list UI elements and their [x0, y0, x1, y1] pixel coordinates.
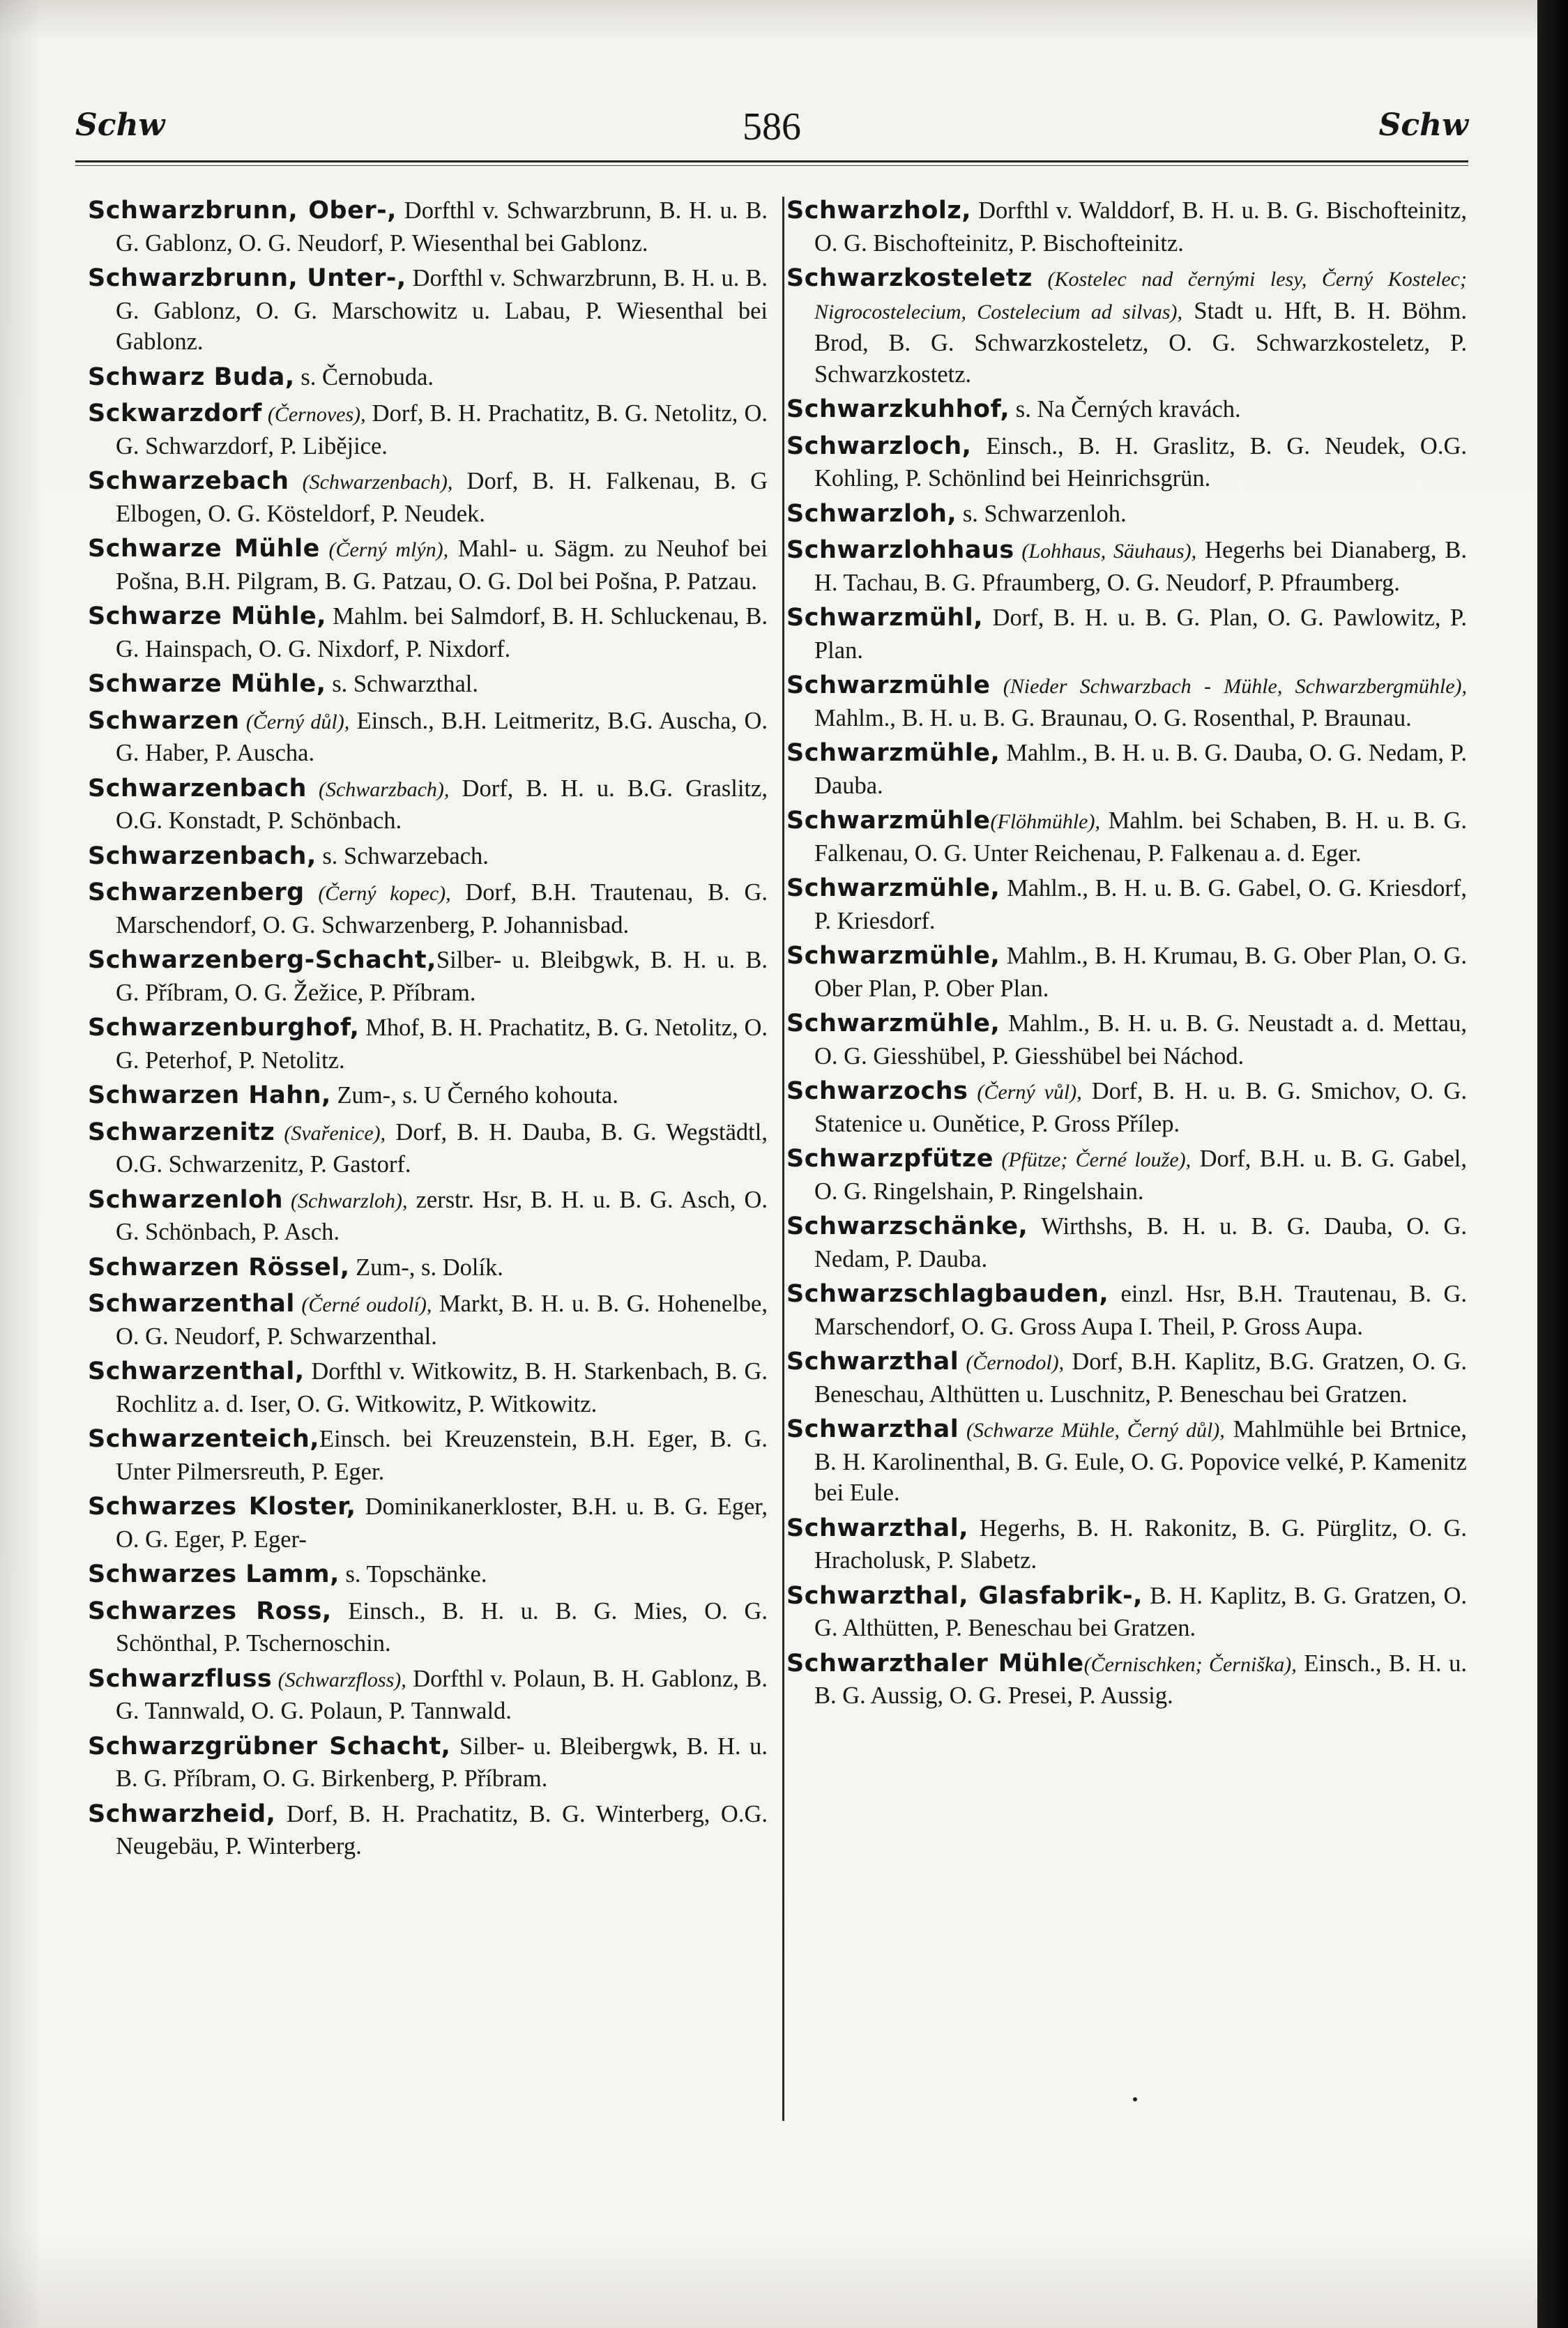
entry-alt-name: (Kostelec nad černými lesy, Černý Kostelec; Nigrocostelecium, Costelecium ad silvas), — [814, 268, 1467, 324]
gazetteer-entry — [786, 195, 1467, 259]
entry-description: Mhof, B. H. Prachatitz, B. G. Netolitz, O. G. Peterhof, P. Netolitz. — [116, 1014, 768, 1074]
entry-alt-name: (Schwarzfloss), — [272, 1668, 406, 1691]
entry-description: Mahlm., B. H. u. B. G. Dauba, O. G. Nedam, P. Dauba. — [814, 740, 1467, 799]
gazetteer-entry — [786, 1279, 1467, 1342]
entry-alt-name: (Pfütze; Černé louže), — [994, 1148, 1192, 1171]
gazetteer-entry — [88, 1288, 768, 1352]
gazetteer-entry — [88, 1356, 768, 1420]
entry-description: Zum-, s. U Černého kohouta. — [330, 1082, 618, 1109]
header-right-keyword: Schw — [1378, 107, 1468, 143]
gazetteer-entry — [88, 601, 768, 664]
entry-headword: Schwarzthal, Glasfabrik-, — [786, 1581, 1143, 1610]
entry-description: Einsch. bei Kreuzenstein, B.H. Eger, B. G. Unter Pilmersreuth, P. Eger. — [116, 1426, 768, 1485]
gazetteer-entry — [88, 1799, 768, 1862]
entry-alt-name: (Černý kopec), — [304, 882, 451, 905]
page-number: 586 — [743, 105, 801, 149]
gazetteer-entry — [786, 1346, 1467, 1410]
entry-headword: Schwarze Mühle — [88, 535, 320, 563]
entry-description: s. Topschänke. — [339, 1561, 487, 1588]
gazetteer-entry — [786, 1076, 1467, 1139]
entry-description: Einsch., B. H. u. B. G. Mies, O. G. Schönthal, P. Tschernoschin. — [116, 1597, 768, 1657]
gazetteer-entry — [88, 669, 768, 701]
gazetteer-entry — [786, 263, 1467, 390]
entry-description: Mahl- u. Sägm. zu Neuhof bei Pošna, B.H. Pilgram, B. G. Patzau, O. G. Dol bei Pošna, P. Patzau. — [116, 535, 768, 595]
entry-alt-name: (Schwarzbach), — [306, 777, 450, 801]
entry-description: Mahlm., B. H. u. B. G. Gabel, O. G. Kriesdorf, P. Kriesdorf. — [814, 875, 1467, 934]
entry-description: Zum-, s. Dolík. — [349, 1254, 503, 1281]
page-header — [75, 105, 1468, 153]
entry-description: Mahlm. bei Schaben, B. H. u. B. G. Falkenau, O. G. Unter Reichenau, P. Falkenau a. d. Eger. — [814, 807, 1467, 867]
entry-headword: Schwarzloh, — [786, 499, 957, 528]
gazetteer-entry — [88, 1080, 768, 1113]
entry-headword: Schwarzenburghof, — [88, 1014, 360, 1042]
gazetteer-entry — [88, 1559, 768, 1592]
gazetteer-entry — [786, 1648, 1467, 1712]
gazetteer-entry — [786, 1008, 1467, 1072]
entry-description: s. Schwarzthal. — [326, 671, 479, 697]
gazetteer-entry — [786, 805, 1467, 869]
entry-headword: Schwarzheid, — [88, 1800, 276, 1828]
entry-headword: Schwarzenteich, — [88, 1425, 320, 1453]
entry-headword: Schwarzenberg-Schacht, — [88, 946, 436, 974]
gazetteer-entry — [786, 1143, 1467, 1207]
gazetteer-entry — [88, 1252, 768, 1285]
entry-description: Mahlm., B. H. u. B. G. Braunau, O. G. Rosenthal, P. Braunau. — [814, 704, 1412, 731]
left-column — [88, 195, 768, 1866]
entry-headword: Schwarzen Rössel, — [88, 1253, 350, 1281]
entry-description: Markt, B. H. u. B. G. Hohenelbe, O. G. Neudorf, P. Schwarzenthal. — [116, 1291, 768, 1350]
entry-headword: Schwarzochs — [786, 1077, 968, 1105]
entry-alt-name: (Nieder Schwarzbach - Mühle, Schwarzbergmühle), — [990, 675, 1467, 698]
entry-description: Hegerhs bei Dianaberg, B. H. Tachau, B. G. Pfraumberg, O. G. Neudorf, P. Pfraumberg. — [814, 537, 1467, 596]
entry-headword: Schwarzschlagbauden, — [786, 1280, 1109, 1308]
entry-headword: Schwarzebach — [88, 467, 289, 495]
entry-headword: Schwarzes Kloster, — [88, 1493, 356, 1521]
entry-headword: Schwarzbrunn, Unter-, — [88, 264, 406, 292]
entry-description: Dorf, B. H. u. B. G. Plan, O. G. Pawlowitz, P. Plan. — [814, 604, 1467, 664]
gazetteer-entry — [786, 394, 1467, 427]
gazetteer-entry — [88, 1596, 768, 1659]
entry-description: Mahlm. bei Salmdorf, B. H. Schluckenau, B. G. Hainspach, O. G. Nixdorf, P. Nixdorf. — [116, 603, 768, 662]
gazetteer-entry — [88, 533, 768, 597]
gazetteer-entry — [88, 1117, 768, 1180]
entry-alt-name: (Černé oudolí), — [294, 1293, 432, 1316]
entry-headword: Schwarzenloh — [88, 1185, 284, 1214]
gazetteer-entry — [88, 1185, 768, 1248]
entry-headword: Schwarzlohhaus — [786, 536, 1014, 564]
entry-description: Stadt u. Hft, B. H. Böhm. Brod, B. G. Schwarzkosteletz, O. G. Schwarzkosteletz, P. Schwarzkostetz. — [814, 297, 1468, 388]
gazetteer-entry — [88, 1424, 768, 1487]
gazetteer-entry — [88, 1491, 768, 1555]
entry-headword: Schwarzes Ross, — [88, 1597, 332, 1625]
entry-description: Dorf, B. H. Falkenau, B. G Elbogen, O. G. Kösteldorf, P. Neudek. — [116, 468, 768, 527]
entry-headword: Schwarzenthal, — [88, 1357, 305, 1385]
entry-headword: Schwarz Buda, — [88, 363, 295, 391]
entry-headword: Schwarze Mühle, — [88, 670, 326, 698]
gazetteer-entry — [88, 841, 768, 874]
gazetteer-entry — [786, 941, 1467, 1004]
entry-alt-name: (Lohhaus, Säuhaus), — [1014, 540, 1197, 563]
entry-description: Silber- u. Bleibgwk, B. H. u. B. G. Příbram, O. G. Žežice, P. Příbram. — [116, 947, 768, 1006]
entry-description: B. H. Kaplitz, B. G. Gratzen, O. G. Althütten, P. Beneschau bei Gratzen. — [814, 1582, 1467, 1641]
entry-headword: Schwarzmühle, — [786, 739, 1000, 767]
gazetteer-entry — [786, 535, 1467, 598]
entry-description: Einsch., B.H. Leitmeritz, B.G. Auscha, O. G. Haber, P. Auscha. — [116, 707, 768, 766]
gazetteer-entry — [88, 1012, 768, 1076]
entry-description: einzl. Hsr, B.H. Trautenau, B. G. Marschendorf, O. G. Gross Aupa I. Theil, P. Gross Aupa. — [814, 1281, 1467, 1340]
entry-description: s. Schwarzebach. — [316, 842, 489, 869]
entry-description: Dorfthl v. Polaun, B. H. Gablonz, B. G. Tannwald, O. G. Polaun, P. Tannwald. — [116, 1665, 768, 1724]
entry-description: Dorf, B.H. u. B. G. Gabel, O. G. Ringelshain, P. Ringelshain. — [814, 1146, 1467, 1205]
entry-alt-name: (Černischken; Černiška), — [1083, 1652, 1297, 1676]
entry-headword: Schwarzkuhhof, — [786, 395, 1010, 423]
gazetteer-entry — [88, 1731, 768, 1795]
entry-headword: Schwarzen — [88, 706, 240, 735]
entry-description: Wirthshs, B. H. u. B. G. Dauba, O. G. Nedam, P. Dauba. — [814, 1213, 1467, 1272]
entry-headword: Schwarzloch, — [786, 432, 972, 460]
entry-description: Dominikanerkloster, B.H. u. B. G. Eger, O. G. Eger, P. Eger- — [116, 1493, 768, 1553]
gazetteer-entry — [786, 873, 1467, 936]
entry-headword: Schwarzbrunn, Ober-, — [88, 197, 397, 225]
gazetteer-entry — [786, 1414, 1467, 1509]
gazetteer-entry — [88, 263, 768, 358]
entry-headword: Schwarzthal — [786, 1415, 959, 1443]
entry-headword: Schwarzmühle, — [786, 1010, 1000, 1037]
scan-edge — [1537, 0, 1568, 2328]
gazetteer-entry — [88, 945, 768, 1008]
entry-headword: Schwarzholz, — [786, 197, 972, 225]
entry-headword: Schwarzenbach, — [88, 842, 317, 870]
entry-headword: Schwarzen Hahn, — [88, 1081, 331, 1109]
entry-alt-name: (Flöhmühle), — [990, 810, 1100, 833]
entry-alt-name: (Černý důl), — [239, 710, 350, 733]
header-left-keyword: Schw — [75, 107, 165, 143]
entry-description: Dorf, B. H. Prachatitz, B. G. Netolitz, O. G. Schwarzdorf, P. Libějice. — [116, 400, 768, 459]
entry-headword: Schwarzkosteletz — [786, 264, 1033, 292]
entry-description: Einsch., B. H. Graslitz, B. G. Neudek, O.G. Kohling, P. Schönlind bei Heinrichsgrün. — [814, 432, 1467, 492]
ink-dot — [1133, 2097, 1137, 2101]
entry-description: Dorf, B. H. u. B. G. Smichov, O. G. Statenice u. Ounětice, P. Gross Přílep. — [814, 1078, 1467, 1137]
entry-description: Mahlm., B. H. u. B. G. Neustadt a. d. Mettau, O. G. Giesshübel, P. Giesshübel bei Náchod. — [814, 1010, 1467, 1070]
entry-description: s. Na Černých kravách. — [1010, 396, 1241, 423]
entry-description: zerstr. Hsr, B. H. u. B. G. Asch, O. G. Schönbach, P. Asch. — [116, 1186, 768, 1245]
entry-description: Mahlmühle bei Brtnice, B. H. Karolinenthal, B. G. Eule, O. G. Popovice velké, P. Kamenitz bei Eule. — [814, 1416, 1467, 1506]
entry-headword: Schwarzthal, — [786, 1514, 969, 1542]
entry-headword: Schwarzschänke, — [786, 1212, 1028, 1240]
gazetteer-entry — [786, 670, 1467, 733]
entry-headword: Schwarzfluss — [88, 1664, 273, 1693]
entry-headword: Schwarzgrübner Schacht, — [88, 1732, 451, 1760]
entry-alt-name: (Černoves), — [261, 403, 366, 426]
entry-headword: Schwarzpfütze — [786, 1145, 994, 1173]
entry-alt-name: (Schwarzloh), — [283, 1189, 408, 1212]
entry-headword: Schwarzmühl, — [786, 604, 984, 632]
right-column — [786, 195, 1467, 1716]
gazetteer-entry — [786, 431, 1467, 494]
entry-headword: Sckwarzdorf — [88, 400, 262, 427]
entry-headword: Schwarze Mühle, — [88, 602, 327, 630]
entry-alt-name: (Svařenice), — [275, 1121, 386, 1145]
entry-alt-name: (Černodol), — [959, 1351, 1065, 1374]
gazetteer-entry — [786, 602, 1467, 666]
scan-shadow — [0, 0, 42, 2328]
gazetteer-entry — [786, 738, 1467, 801]
entry-alt-name: (Černý vůl), — [968, 1081, 1082, 1104]
gazetteer-entry — [88, 398, 768, 462]
entry-description: Dorfthl v. Schwarzbrunn, B. H. u. B. G. Gablonz, O. G. Marschowitz u. Labau, P. Wiesenthal bei Gablonz. — [116, 265, 768, 355]
entry-headword: Schwarzmühle, — [786, 874, 1000, 902]
gazetteer-entry — [88, 1664, 768, 1727]
entry-alt-name: (Černý mlýn), — [319, 538, 449, 561]
entry-description: s. Černobuda. — [294, 363, 434, 390]
entry-headword: Schwarzmühle — [786, 807, 991, 835]
entry-headword: Schwarzthaler Mühle — [786, 1649, 1084, 1677]
column-separator — [782, 197, 784, 2121]
gazetteer-entry — [88, 877, 768, 941]
entry-description: Dorfthl v. Schwarzbrunn, B. H. u. B. G. Gablonz, O. G. Neudorf, P. Wiesenthal bei Gablonz. — [116, 197, 768, 257]
entry-headword: Schwarzenbach — [88, 774, 307, 802]
entry-headword: Schwarzmühle, — [786, 942, 1000, 970]
gazetteer-entry — [786, 1581, 1467, 1644]
entry-headword: Schwarzenthal — [88, 1290, 295, 1318]
gazetteer-entry — [786, 1211, 1467, 1275]
entry-headword: Schwarzenitz — [88, 1118, 275, 1146]
entry-description: Dorfthl v. Walddorf, B. H. u. B. G. Bischofteinitz, O. G. Bischofteinitz, P. Bischofteinitz. — [814, 197, 1467, 257]
entry-alt-name: (Schwarze Mühle, Černý důl), — [959, 1419, 1225, 1442]
entry-description: Dorf, B.H. Trautenau, B. G. Marschendorf, O. G. Schwarzenberg, P. Johannisbad. — [116, 879, 768, 938]
entry-description: Einsch., B. H. u. B. G. Aussig, O. G. Presei, P. Aussig. — [814, 1650, 1467, 1709]
entry-description: Dorf, B. H. Prachatitz, B. G. Winterberg, O.G. Neugebäu, P. Winterberg. — [116, 1800, 768, 1859]
gazetteer-entry — [88, 362, 768, 395]
entry-description: Hegerhs, B. H. Rakonitz, B. G. Pürglitz, O. G. Hracholusk, P. Slabetz. — [814, 1514, 1467, 1574]
gazetteer-entry — [786, 499, 1467, 531]
entry-headword: Schwarzes Lamm, — [88, 1560, 340, 1588]
entry-headword: Schwarzmühle — [786, 671, 991, 699]
entry-headword: Schwarzenberg — [88, 878, 305, 906]
entry-description: Dorf, B.H. Kaplitz, B.G. Gratzen, O. G. Beneschau, Althütten u. Luschnitz, P. Beneschau bei Gratzen. — [814, 1348, 1467, 1408]
header-rule — [75, 160, 1468, 166]
gazetteer-entry — [786, 1513, 1467, 1576]
entry-headword: Schwarzthal — [786, 1348, 959, 1376]
entry-description: Mahlm., B. H. Krumau, B. G. Ober Plan, O. G. Ober Plan, P. Ober Plan. — [814, 943, 1467, 1002]
gazetteer-entry — [88, 466, 768, 529]
entry-description: Silber- u. Bleibergwk, B. H. u. B. G. Příbram, O. G. Birkenberg, P. Příbram. — [116, 1733, 768, 1792]
entry-description: Dorf, B. H. Dauba, B. G. Wegstädtl, O.G. Schwarzenitz, P. Gastorf. — [116, 1118, 768, 1178]
gazetteer-entry — [88, 706, 768, 769]
gazetteer-entry — [88, 195, 768, 259]
entry-description: Dorf, B. H. u. B.G. Graslitz, O.G. Konstadt, P. Schönbach. — [116, 775, 768, 834]
entry-description: s. Schwarzenloh. — [957, 500, 1127, 527]
entry-description: Dorfthl v. Witkowitz, B. H. Starkenbach, B. G. Rochlitz a. d. Iser, O. G. Witkowitz, P. Witkowitz. — [116, 1358, 768, 1417]
gazetteer-entry — [88, 773, 768, 837]
entry-alt-name: (Schwarzenbach), — [289, 471, 453, 494]
